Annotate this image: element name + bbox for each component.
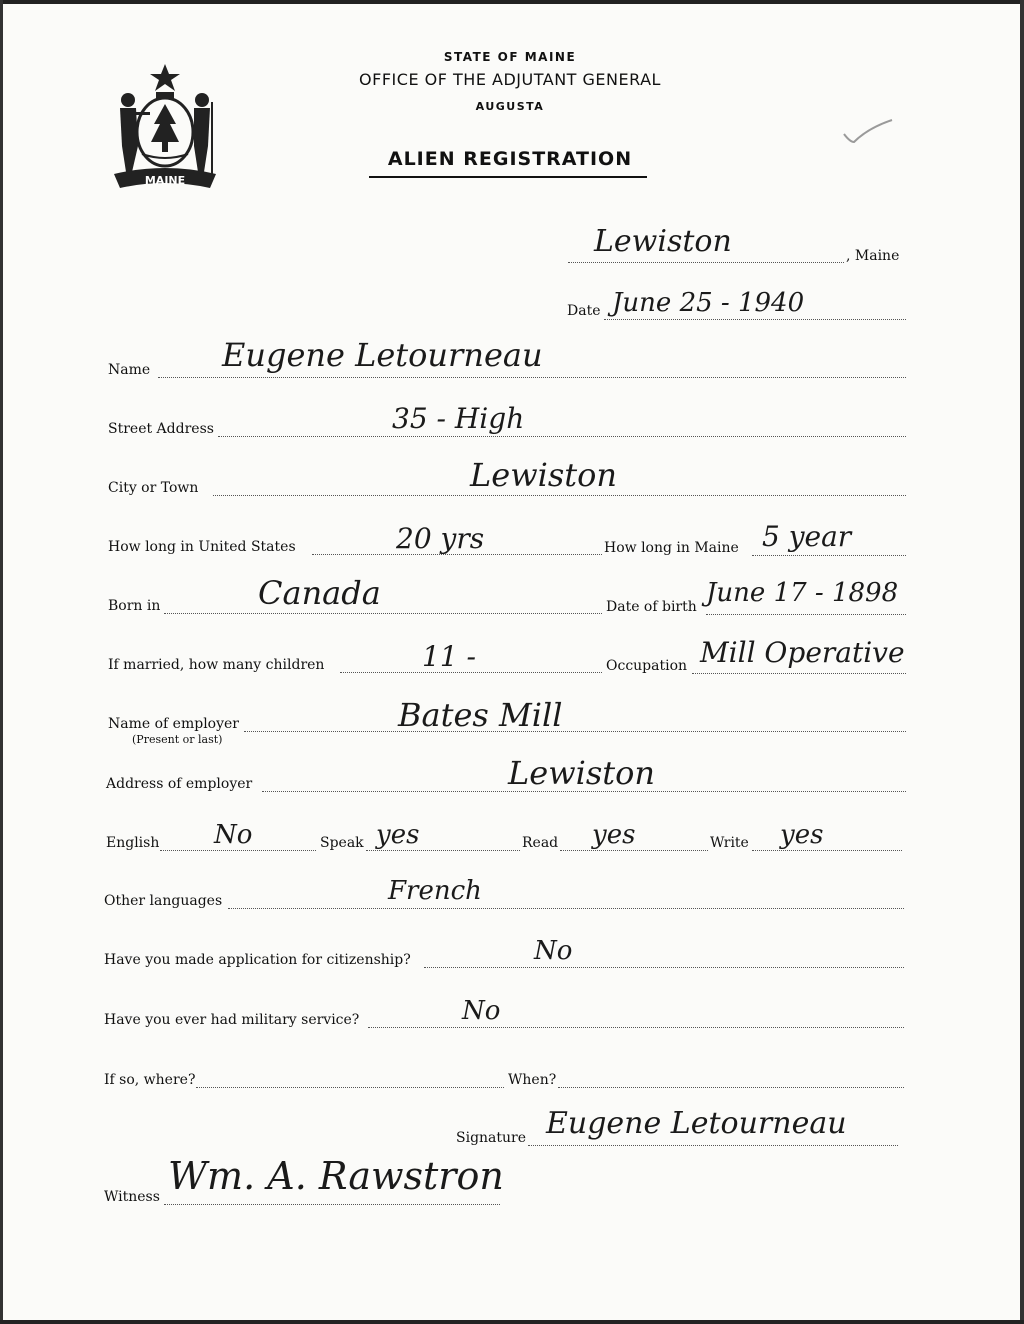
form-title: ALIEN REGISTRATION [387, 148, 633, 170]
speak-label: Speak [320, 835, 364, 851]
town-field-line [568, 262, 844, 263]
write-value: yes [780, 820, 824, 850]
speak-field-line [366, 850, 520, 851]
how-long-maine-label: How long in Maine [604, 540, 739, 556]
street-value: 35 - High [392, 402, 525, 435]
header-city: AUGUSTA [475, 100, 545, 113]
name-label: Name [108, 362, 151, 378]
born-in-field-line [164, 613, 602, 614]
speak-value: yes [376, 820, 420, 850]
children-label: If married, how many children [108, 657, 325, 673]
date-of-birth-label: Date of birth [606, 599, 697, 615]
how-long-us-label: How long in United States [108, 539, 296, 555]
witness-value: Wm. A. Rawstron [168, 1154, 504, 1198]
military-label: Have you ever had military service? [104, 1012, 360, 1028]
citizenship-field-line [424, 967, 904, 968]
employer-note: (Present or last) [132, 733, 223, 746]
citizenship-label: Have you made application for citizenship? [104, 952, 411, 968]
occupation-field-line [692, 673, 906, 674]
how-long-maine-field-line [752, 555, 906, 556]
where-label: If so, where? [104, 1072, 196, 1088]
employer-label: Name of employer [108, 716, 239, 732]
citizenship-value: No [534, 936, 573, 966]
other-languages-field-line [228, 908, 904, 909]
other-languages-label: Other languages [104, 893, 223, 909]
read-value: yes [592, 820, 636, 850]
seal-text: MAINE [144, 174, 186, 187]
name-value: Eugene Letourneau [222, 336, 543, 374]
city-label: City or Town [108, 480, 199, 496]
maine-state-seal-icon [106, 62, 224, 190]
header-state: STATE OF MAINE [443, 50, 577, 64]
how-long-us-value: 20 yrs [396, 522, 485, 555]
english-label: English [106, 835, 160, 851]
street-label: Street Address [108, 421, 214, 437]
employer-address-value: Lewiston [508, 754, 655, 792]
when-label: When? [508, 1072, 557, 1088]
city-value: Lewiston [470, 456, 617, 494]
date-label: Date [567, 303, 601, 319]
scan-border-left [0, 0, 3, 1324]
write-field-line [752, 850, 902, 851]
how-long-maine-value: 5 year [762, 520, 852, 553]
street-field-line [218, 436, 906, 437]
scan-border-top [0, 0, 1024, 4]
when-field-line [558, 1087, 904, 1088]
date-field-line [604, 319, 906, 320]
born-in-value: Canada [258, 574, 381, 612]
employer-field-line [244, 731, 906, 732]
town-value: Lewiston [594, 224, 732, 259]
employer-address-label: Address of employer [106, 776, 253, 792]
witness-label: Witness [104, 1189, 160, 1205]
english-field-line [160, 850, 316, 851]
born-in-label: Born in [108, 598, 161, 614]
date-of-birth-value: June 17 - 1898 [706, 578, 899, 608]
write-label: Write [710, 835, 749, 851]
title-underline [369, 176, 647, 178]
where-field-line [196, 1087, 504, 1088]
read-field-line [560, 850, 708, 851]
children-value: 11 - [422, 640, 476, 673]
scan-border-bottom [0, 1320, 1024, 1324]
signature-label: Signature [456, 1130, 527, 1146]
date-of-birth-field-line [706, 614, 906, 615]
military-field-line [368, 1027, 904, 1028]
employer-value: Bates Mill [398, 696, 563, 734]
signature-field-line [528, 1145, 898, 1146]
scan-border-right [1020, 0, 1024, 1324]
military-value: No [462, 996, 501, 1026]
other-languages-value: French [388, 876, 482, 906]
header-office: OFFICE OF THE ADJUTANT GENERAL [359, 70, 661, 89]
check-mark-icon [840, 112, 896, 152]
signature-value: Eugene Letourneau [546, 1106, 847, 1141]
english-value: No [214, 820, 253, 850]
read-label: Read [522, 835, 559, 851]
date-value: June 25 - 1940 [612, 288, 805, 318]
city-field-line [213, 495, 906, 496]
occupation-label: Occupation [606, 658, 688, 674]
occupation-value: Mill Operative [700, 636, 905, 669]
maine-label: , Maine [846, 248, 900, 264]
name-field-line [158, 377, 906, 378]
witness-field-line [164, 1204, 500, 1205]
